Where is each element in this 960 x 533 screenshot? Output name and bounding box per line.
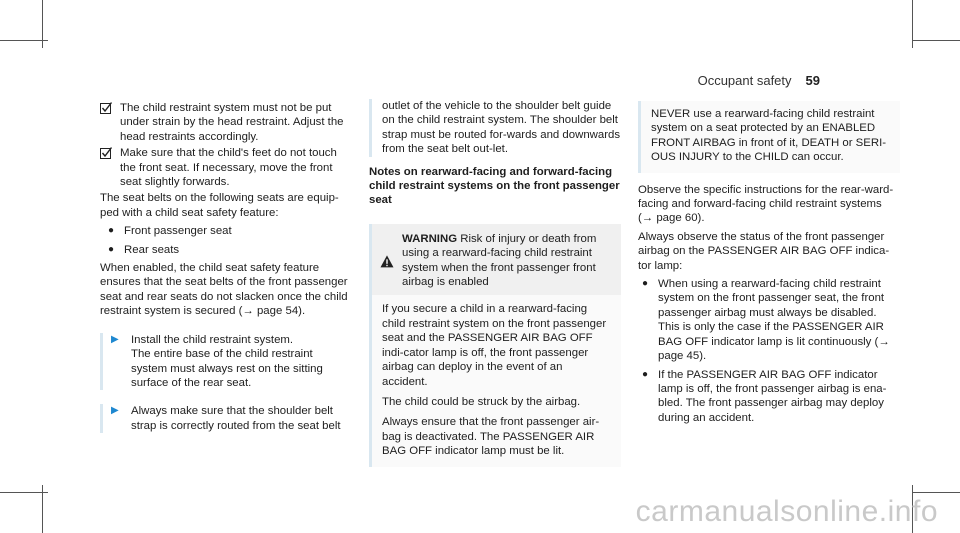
checkbox-icon xyxy=(100,147,112,159)
step-continuation: outlet of the vehicle to the shoulder belt guide on the child restraint system. The shoulder belt strap must be routed for-wards and downwards from the seat belt out-let. xyxy=(369,99,621,157)
list-item xyxy=(638,368,900,426)
bullet-icon: ● xyxy=(108,243,115,255)
list-item-text: Rear seats xyxy=(124,243,180,256)
column-2 xyxy=(369,101,621,467)
check-text: The child restraint system must not be put under strain by the head restraint. Adjust the head restraints accordingly. xyxy=(120,102,344,143)
arrow-right-icon: ▶ xyxy=(111,333,119,345)
warning-continuation: NEVER use a rearward-facing child restraint system on a seat protected by an ENABLED FRONT AIRBAG in front of it, DEATH or SERI-OUS INJURY to the CHILD can occur. xyxy=(638,101,900,173)
watermark: carmanualsonline.info xyxy=(635,495,938,528)
section-title: Occupant safety xyxy=(697,73,792,88)
list-item-text: If the PASSENGER AIR BAG OFF indicator lamp is off, the front passenger airbag is ena-bled. The front passenger airbag may deploy during an accident. xyxy=(658,368,887,424)
check-text: Make sure that the child's feet do not touch the front seat. If necessary, move the front seat slightly forwards. xyxy=(120,147,337,189)
column-1 xyxy=(100,101,350,433)
page-number: 59 xyxy=(805,73,820,88)
bullet-icon: ● xyxy=(642,368,649,380)
paragraph: Observe the specific instructions for the rear-ward-facing and forward-facing child restraint systems (→ page 60). xyxy=(638,183,894,225)
warning-paragraph: If you secure a child in a rearward-facing child restraint system on the front passenger seat and the PASSENGER AIR BAG OFF indi-cator lamp is off, the front passenger airbag can deploy in the event of an accident. xyxy=(382,303,607,388)
check-item xyxy=(100,146,350,189)
list-item xyxy=(100,243,350,257)
step-note: The entire base of the child restraint system must always rest on the sitting surface of the rear seat. xyxy=(131,348,323,389)
warning-header xyxy=(372,224,621,296)
instruction-step xyxy=(100,404,350,433)
warning-body xyxy=(372,295,621,466)
arrow-right-icon: ▶ xyxy=(111,405,119,417)
crop-mark xyxy=(912,492,960,493)
check-item xyxy=(100,101,350,144)
paragraph: Always observe the status of the front passenger airbag on the PASSENGER AIR BAG OFF indica-tor lamp: xyxy=(638,230,890,272)
warning-box xyxy=(369,224,621,467)
step-text: Always make sure that the shoulder belt strap is correctly routed from the seat belt xyxy=(131,405,341,432)
warning-paragraph: The child could be struck by the airbag. xyxy=(382,395,581,408)
paragraph: When enabled, the child seat safety feature ensures that the seat belts of the front passenger seat and rear seats do not slacken once the child restraint system is secured (→ page 54). xyxy=(100,262,348,318)
list-item-text: Front passenger seat xyxy=(124,225,232,238)
crop-mark xyxy=(0,40,48,41)
step-text: Install the child restraint system. xyxy=(131,333,294,346)
paragraph: The seat belts on the following seats are equip-ped with a child seat safety feature: xyxy=(100,192,339,219)
bullet-icon: ● xyxy=(642,278,649,290)
warning-icon xyxy=(380,233,394,290)
bullet-icon: ● xyxy=(108,225,115,237)
list-item xyxy=(638,277,900,363)
section-heading: Notes on rearward-facing and forward-facing child restraint systems on the front passenger seat xyxy=(369,165,620,207)
warning-label: WARNING xyxy=(402,232,458,245)
list-item-text: When using a rearward-facing child restraint system on the front passenger seat, the front passenger airbag must always be disabled. This is only the case if the PASSENGER AIR BAG OFF indicator lamp is lit continuously (→ page 45). xyxy=(658,278,890,363)
warning-paragraph: Always ensure that the front passenger air-bag is deactivated. The PASSENGER AIR BAG OFF indicator lamp must be lit. xyxy=(382,416,600,458)
page-header xyxy=(698,73,820,88)
list-item xyxy=(100,224,350,238)
crop-mark xyxy=(0,492,48,493)
column-3 xyxy=(638,101,900,429)
crop-mark xyxy=(912,40,960,41)
warning-summary: Risk of injury or death from using a rearward-facing child restraint system when the front passenger front airbag is enabled xyxy=(402,232,597,289)
instruction-step xyxy=(100,333,350,391)
checkbox-icon xyxy=(100,102,112,114)
